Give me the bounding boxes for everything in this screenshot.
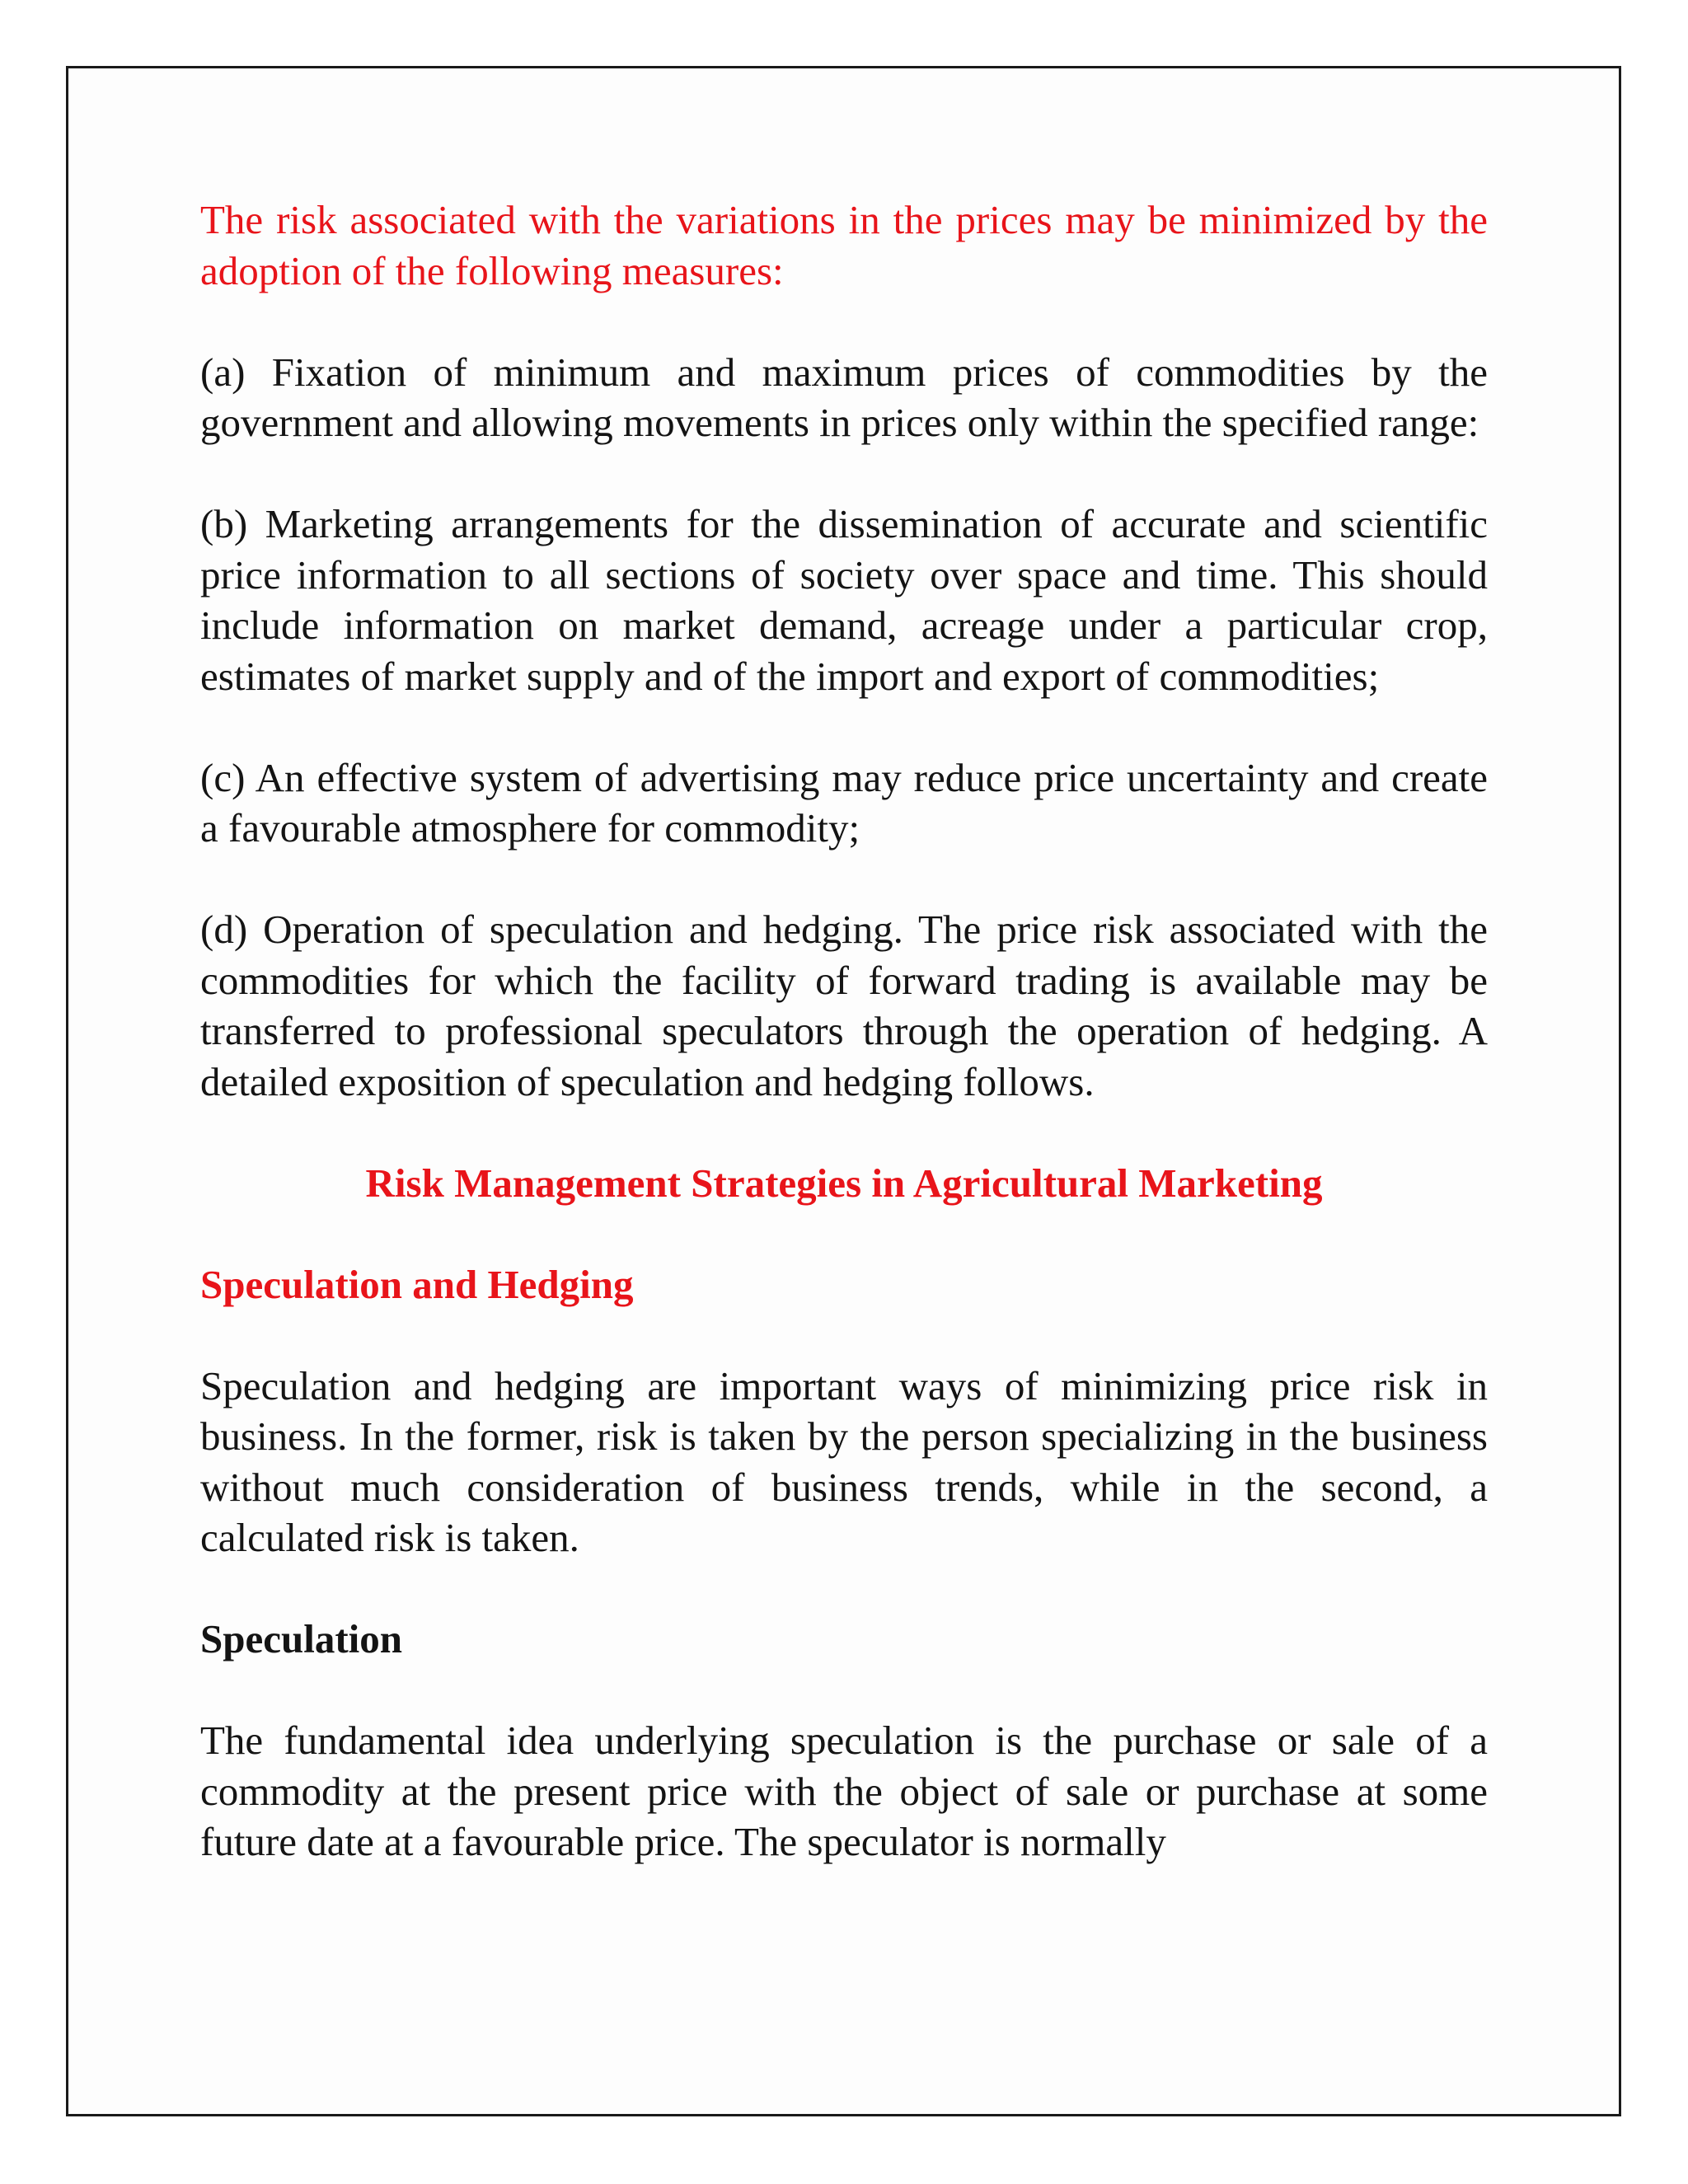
section-title: Risk Management Strategies in Agricultural Marketing bbox=[365, 1160, 1323, 1206]
measure-a: (a) Fixation of minimum and maximum prices of commodities by the government and allowing movements in prices only within the specified range: bbox=[200, 349, 1488, 445]
speculation-heading: Speculation bbox=[200, 1616, 403, 1661]
measure-b: (b) Marketing arrangements for the dissemination of accurate and scientific price information to all sections of society over space and time. This should include information on market demand, acreage under a particular crop, estimates of market supply and of the import and export of commodities; bbox=[200, 501, 1488, 699]
subsection-paragraph: Speculation and hedging are important ways of minimizing price risk in business. In the former, risk is taken by the person specializing in the business without much consideration of business trends, while in the second, a calculated risk is taken. bbox=[200, 1362, 1488, 1560]
speculation-paragraph: The fundamental idea underlying speculation is the purchase or sale of a commodity at the present price with the object of sale or purchase at some future date at a favourable price. The speculator is normally bbox=[200, 1718, 1488, 1864]
subsection-title: Speculation and Hedging bbox=[200, 1261, 634, 1307]
page-content bbox=[200, 194, 1488, 1868]
intro-paragraph: The risk associated with the variations in the prices may be minimized by the adoption of the following measures: bbox=[200, 197, 1488, 293]
measure-d: (d) Operation of speculation and hedging. The price risk associated with the commodities for which the facility of forward trading is available may be transferred to professional speculators through the operation of hedging. A detailed exposition of speculation and hedging follows. bbox=[200, 907, 1488, 1104]
measure-c: (c) An effective system of advertising may reduce price uncertainty and create a favourable atmosphere for commodity; bbox=[200, 754, 1488, 851]
